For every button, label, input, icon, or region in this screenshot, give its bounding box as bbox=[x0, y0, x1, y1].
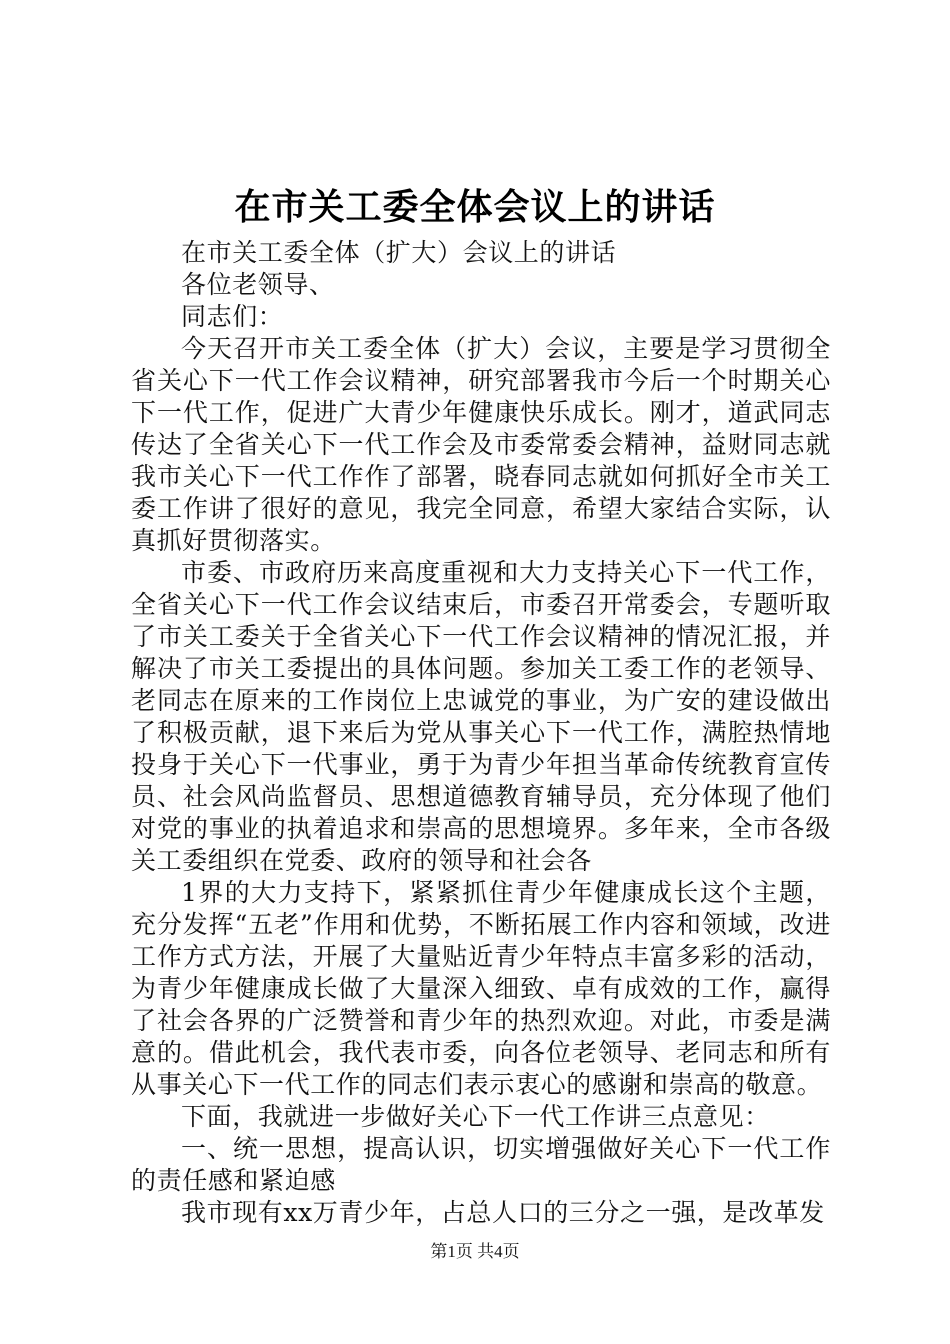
document-title: 在市关工委全体会议上的讲话 bbox=[234, 187, 716, 228]
body-paragraph: 市委、市政府历来高度重视和大力支持关心下一代工作，全省关心下一代工作会议结束后，市委召开常委会，专题听取了市关工委关于全省关心下一代工作会议精神的情况汇报，并解决了市关工委提出的具体问题。参加关工委工作的老领导、老同志在原来的工作岗位上忠诚党的事业，为广安的建设做出了积极贡献，退下来后为党从事关心下一代工作，满腔热情地投身于关心下一代事业，勇于为青少年担当革命传统教育宣传员、社会风尚监督员、思想道德教育辅导员，充分体现了他们对党的事业的执着追求和崇高的思想境界。多年来，全市各级关工委组织在党委、政府的领导和社会各 bbox=[131, 558, 831, 875]
body-paragraph: 今天召开市关工委全体（扩大）会议，主要是学习贯彻全省关心下一代工作会议精神，研究部署我市今后一个时期关心下一代工作，促进广大青少年健康快乐成长。刚才，道武同志传达了全省关心下一代工作会及市委常委会精神，益财同志就我市关心下一代工作作了部署，晓春同志就如何抓好全市关工委工作讲了很好的意见，我完全同意，希望大家结合实际，认真抓好贯彻落实。 bbox=[131, 334, 831, 555]
salutation-line-2: 同志们： bbox=[181, 302, 284, 331]
subtitle-line: 在市关工委全体（扩大）会议上的讲话 bbox=[181, 238, 617, 267]
body-paragraph: 我市现有xx万青少年，占总人口的三分之一强，是改革发 bbox=[181, 1198, 825, 1227]
body-paragraph: 下面，我就进一步做好关心下一代工作讲三点意见： bbox=[181, 1102, 770, 1131]
document-body bbox=[131, 237, 831, 1229]
section-heading: 一、统一思想，提高认识，切实增强做好关心下一代工作的责任感和紧迫感 bbox=[131, 1134, 831, 1195]
page-number-footer: 第1页 共4页 bbox=[430, 1242, 520, 1261]
salutation-line-1: 各位老领导、 bbox=[181, 270, 335, 299]
body-paragraph: 1界的大力支持下，紧紧抓住青少年健康成长这个主题，充分发挥“五老”作用和优势，不断拓展工作内容和领域，改进工作方式方法，开展了大量贴近青少年特点丰富多彩的活动，为青少年健康成长做了大量深入细致、卓有成效的工作，赢得了社会各界的广泛赞誉和青少年的热烈欢迎。对此，市委是满意的。借此机会，我代表市委，向各位老领导、老同志和所有从事关心下一代工作的同志们表示衷心的感谢和崇高的敬意。 bbox=[131, 878, 831, 1099]
